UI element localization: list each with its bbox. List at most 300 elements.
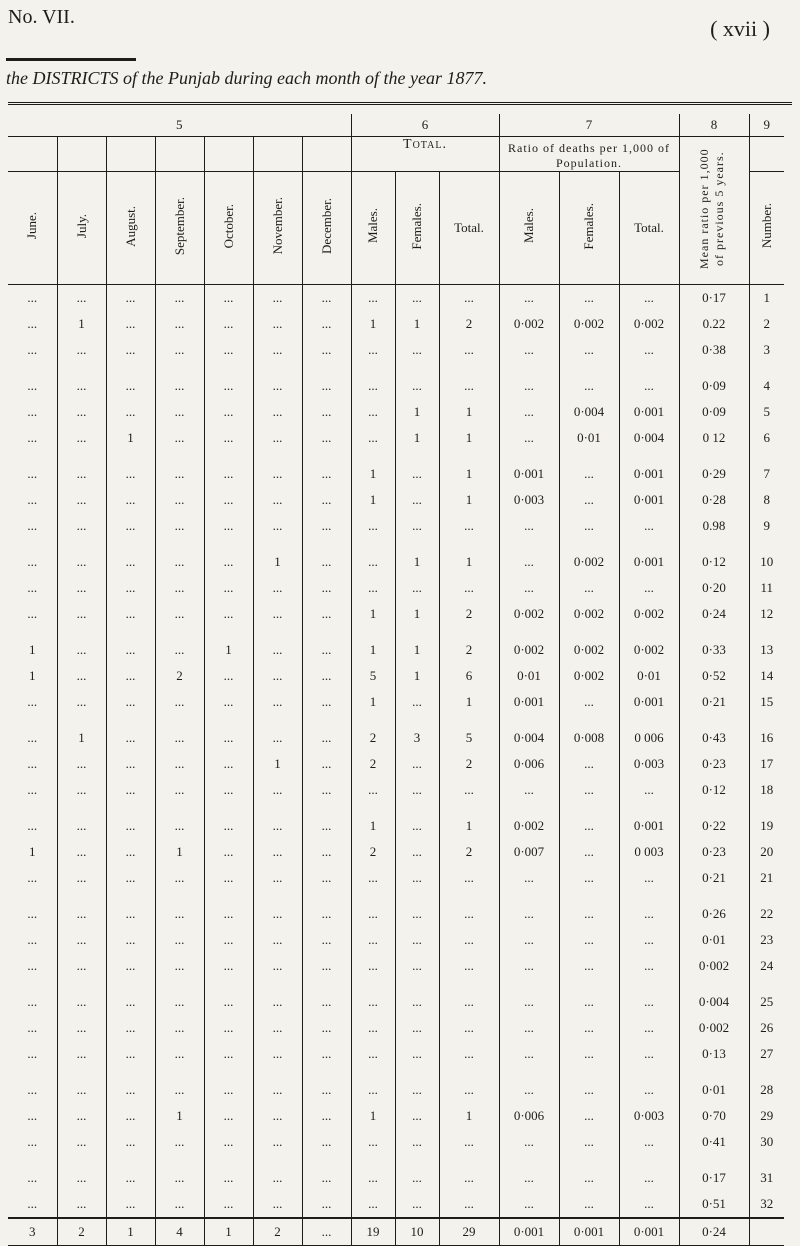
table-cell: ... [619,373,679,399]
table-cell: 1 [8,839,57,865]
section-number: 6 [351,114,499,137]
table-cell: ... [155,513,204,539]
table-cell: 0·70 [679,1103,749,1129]
table-cell: ... [106,901,155,927]
table-cell: 0·22 [679,813,749,839]
table-cell: 1 [155,839,204,865]
table-cell: ... [57,1191,106,1218]
table-cell: 0·01 [679,1077,749,1103]
table-cell: ... [559,461,619,487]
table-cell: ... [204,1077,253,1103]
table-cell: ... [253,399,302,425]
table-row [8,777,784,803]
totals-row [8,1218,784,1246]
table-cell: ... [351,1015,395,1041]
table-cell: ... [204,285,253,312]
table-cell: 0·002 [559,637,619,663]
table-cell: ... [106,513,155,539]
table-cell: 0·001 [619,399,679,425]
table-cell: 16 [760,730,774,745]
table-cell: ... [204,549,253,575]
table-cell: ... [155,549,204,575]
table-row [8,989,784,1015]
table-cell: ... [559,1041,619,1067]
table-cell: ... [57,601,106,627]
table-cell: ... [559,1165,619,1191]
table-cell: ... [204,865,253,891]
col-ratio-total: Total. [619,172,679,285]
table-cell: ... [204,927,253,953]
table-cell: ... [8,751,57,777]
table-cell: ... [302,751,351,777]
table-cell: ... [8,777,57,803]
table-cell: ... [8,901,57,927]
table-cell: ... [619,337,679,363]
table-cell: ... [155,337,204,363]
table-cell: 2 [155,663,204,689]
table-cell: ... [499,901,559,927]
table-cell: 3 [395,725,439,751]
table-cell: ... [499,549,559,575]
table-cell: ... [395,461,439,487]
table-cell: ... [8,813,57,839]
table-cell: ... [253,461,302,487]
table-cell: ... [204,601,253,627]
table-cell: 15 [760,694,774,709]
table-cell: ... [395,1129,439,1155]
table-cell: ... [302,663,351,689]
table-cell: ... [57,1041,106,1067]
table-cell: ... [619,989,679,1015]
table-row [8,1015,784,1041]
table-row [8,725,784,751]
table-cell: ... [57,637,106,663]
table-cell: ... [559,285,619,312]
table-cell: ... [302,689,351,715]
table-cell: ... [619,1129,679,1155]
table-cell: 1 [351,311,395,337]
table-cell: ... [351,285,395,312]
table-cell: 0·003 [619,751,679,777]
table-cell: ... [204,461,253,487]
table-row [8,839,784,865]
col-december: December. [318,198,334,254]
table-cell: 1 [351,689,395,715]
table-cell: ... [395,813,439,839]
row-spacer [8,979,784,989]
table-cell: ... [351,337,395,363]
table-cell: ... [559,953,619,979]
table-cell: ... [106,285,155,312]
row-spacer [8,803,784,813]
table-cell: ... [204,373,253,399]
table-cell: ... [155,285,204,312]
table-cell: ... [619,953,679,979]
table-cell: ... [499,953,559,979]
table-cell: ... [351,989,395,1015]
table-cell: ... [155,487,204,513]
table-cell: 0·26 [679,901,749,927]
table-row [8,337,784,363]
table-cell: ... [395,285,439,312]
table-cell: 0·004 [499,725,559,751]
table-cell: ... [204,689,253,715]
table-cell: ... [559,513,619,539]
table-cell: 0·008 [559,725,619,751]
table-cell: ... [351,953,395,979]
table-cell: 0·002 [619,311,679,337]
total-cell: 0·001 [559,1218,619,1246]
table-cell: 0·003 [499,487,559,513]
table-cell: ... [439,1015,499,1041]
table-cell: 1 [351,813,395,839]
table-cell: 1 [155,1103,204,1129]
total-cell: 4 [155,1218,204,1246]
table-cell: ... [8,337,57,363]
table-cell: ... [155,777,204,803]
table-cell: 1 [439,425,499,451]
table-cell: 2 [439,601,499,627]
table-cell: 0·24 [679,601,749,627]
table-cell: ... [106,1129,155,1155]
table-cell: ... [302,487,351,513]
table-cell: ... [253,813,302,839]
table-cell: ... [559,689,619,715]
table-cell: 24 [760,958,774,973]
table-cell: ... [106,865,155,891]
table-cell: ... [253,839,302,865]
table-cell: ... [155,575,204,601]
table-cell: 1 [439,549,499,575]
group-header-row [8,137,784,172]
section-number-row [8,114,784,137]
table-cell: 21 [760,870,774,885]
table-cell: ... [57,989,106,1015]
table-cell: 0·38 [679,337,749,363]
table-cell: 1 [395,601,439,627]
table-cell: ... [155,927,204,953]
table-row [8,1191,784,1218]
table-cell: 0·001 [619,813,679,839]
table-cell: 0·004 [679,989,749,1015]
table-cell: 0·002 [499,311,559,337]
table-cell: ... [106,689,155,715]
table-cell: 6 [763,430,770,445]
table-cell: ... [204,839,253,865]
table-cell: ... [57,865,106,891]
table-cell: ... [57,777,106,803]
table-cell: ... [499,1165,559,1191]
table-cell: ... [106,373,155,399]
table-cell: 1 [439,1103,499,1129]
table-cell: ... [499,285,559,312]
table-cell: ... [499,989,559,1015]
table-cell: ... [499,513,559,539]
table-cell: 0·002 [559,601,619,627]
table-cell: 9 [763,518,770,533]
table-cell: 13 [760,642,774,657]
table-cell: ... [439,1077,499,1103]
table-cell: ... [351,1077,395,1103]
table-cell: 0·006 [499,1103,559,1129]
table-cell: ... [395,513,439,539]
table-cell: 19 [760,818,774,833]
table-cell: 0·23 [679,751,749,777]
table-cell: 0·002 [559,663,619,689]
table-cell: 11 [760,580,774,595]
table-cell: ... [351,1129,395,1155]
table-cell: 7 [763,466,770,481]
table-cell: ... [302,637,351,663]
table-cell: ... [57,513,106,539]
table-cell: ... [253,601,302,627]
table-row [8,663,784,689]
table-cell: ... [8,725,57,751]
table-cell: ... [155,425,204,451]
table-cell: ... [559,839,619,865]
table-cell: 5 [763,404,770,419]
table-cell: 0.98 [679,513,749,539]
table-cell: ... [559,901,619,927]
table-row [8,637,784,663]
table-cell: ... [253,373,302,399]
table-cell: ... [57,461,106,487]
table-row [8,1165,784,1191]
table-cell: 3 [763,342,770,357]
table-cell: ... [155,689,204,715]
table-cell: ... [619,1015,679,1041]
table-cell: ... [395,1165,439,1191]
table-cell: ... [439,337,499,363]
table-cell: ... [499,1015,559,1041]
table-cell: 1 [395,425,439,451]
table-cell: ... [499,865,559,891]
table-cell: ... [302,1015,351,1041]
table-cell: ... [439,953,499,979]
table-cell: 0·001 [619,689,679,715]
table-cell: ... [204,575,253,601]
table-cell: ... [57,839,106,865]
table-cell: ... [302,1077,351,1103]
total-cell: 0·001 [619,1218,679,1246]
page-number: ( xvii ) [710,16,770,41]
table-cell: ... [395,1077,439,1103]
table-cell: ... [351,373,395,399]
table-cell: ... [155,1041,204,1067]
table-cell: ... [351,1041,395,1067]
table-cell: ... [439,865,499,891]
table-cell: ... [351,399,395,425]
table-cell: 1 [351,461,395,487]
table-cell: ... [204,751,253,777]
row-spacer [8,627,784,637]
table-cell: ... [559,575,619,601]
table-cell: ... [106,601,155,627]
table-cell: ... [302,1191,351,1218]
table-cell: ... [302,425,351,451]
total-cell: 29 [439,1218,499,1246]
table-cell: ... [395,927,439,953]
table-cell: ... [619,285,679,312]
table-cell: ... [619,865,679,891]
table-cell: ... [619,1165,679,1191]
table-cell: 25 [760,994,774,1009]
table-cell: 0·52 [679,663,749,689]
table-cell: 6 [439,663,499,689]
table-cell: 0·01 [499,663,559,689]
table-cell: ... [395,575,439,601]
col-september: September. [171,196,187,256]
table-cell: ... [57,953,106,979]
table-cell: ... [302,549,351,575]
table-cell: 0·29 [679,461,749,487]
table-cell: ... [57,575,106,601]
col-number: Number. [758,203,774,249]
table-cell: ... [204,337,253,363]
header-rule [6,58,136,61]
table-cell: ... [155,901,204,927]
table-cell: ... [619,777,679,803]
table-cell: ... [253,725,302,751]
table-cell: ... [106,725,155,751]
table-cell: ... [8,1191,57,1218]
table-cell: ... [204,725,253,751]
row-spacer [8,1155,784,1165]
table-cell: 2 [763,316,770,331]
table-cell: 0·23 [679,839,749,865]
table-cell: ... [439,1165,499,1191]
table-cell: ... [57,751,106,777]
table-cell: ... [155,813,204,839]
table-number: No. VII. [8,6,75,28]
table-cell: ... [253,927,302,953]
table-cell: ... [106,399,155,425]
table-cell: 18 [760,782,774,797]
table-cell: 1 [57,311,106,337]
table-cell: ... [395,373,439,399]
table-cell: 1 [351,1103,395,1129]
table-cell: ... [302,601,351,627]
table-cell: 1 [253,549,302,575]
table-cell: ... [253,487,302,513]
table-cell: 0·12 [679,777,749,803]
col-october: October. [220,203,236,249]
total-cell [749,1218,784,1246]
table-cell: 1 [351,601,395,627]
table-cell: ... [302,285,351,312]
table-cell: ... [499,927,559,953]
table-row [8,1077,784,1103]
table-cell: ... [57,901,106,927]
table-cell: ... [106,1077,155,1103]
row-spacer [8,539,784,549]
table-cell: ... [253,1129,302,1155]
table-cell: ... [395,1103,439,1129]
table-row [8,601,784,627]
table-cell: ... [619,927,679,953]
table-cell: 0.22 [679,311,749,337]
table-cell: 0·002 [619,637,679,663]
table-cell: 0·002 [559,549,619,575]
table-cell: ... [8,373,57,399]
table-cell: ... [302,839,351,865]
table-cell: ... [106,663,155,689]
table-cell: ... [351,549,395,575]
row-spacer [8,451,784,461]
table-cell: 0 12 [679,425,749,451]
table-cell: 2 [439,637,499,663]
table-cell: ... [302,1165,351,1191]
table-cell: ... [253,285,302,312]
table-cell: ... [439,1191,499,1218]
table-cell: 1 [351,487,395,513]
total-cell: 1 [106,1218,155,1246]
table-cell: ... [8,513,57,539]
table-cell: ... [619,1041,679,1067]
table-cell: ... [8,1165,57,1191]
table-cell: 0·01 [559,425,619,451]
table-cell: ... [395,487,439,513]
table-cell: ... [439,1041,499,1067]
table-cell: 1 [8,663,57,689]
table-cell: ... [619,1191,679,1218]
table-cell: ... [351,513,395,539]
table-cell: ... [302,865,351,891]
table-cell: ... [8,989,57,1015]
table-cell: ... [204,901,253,927]
table-cell: ... [204,487,253,513]
table-cell: ... [204,813,253,839]
table-cell: 1 [8,637,57,663]
table-cell: ... [619,1077,679,1103]
table-cell: ... [8,927,57,953]
table-cell: ... [8,1103,57,1129]
table-cell: ... [439,373,499,399]
col-july: July. [73,213,89,239]
table-cell: ... [499,1077,559,1103]
table-cell: 0·002 [619,601,679,627]
table-cell: 12 [760,606,774,621]
table-cell: ... [499,425,559,451]
table-row [8,865,784,891]
table-cell: ... [8,285,57,312]
table-cell: ... [204,1015,253,1041]
table-row [8,285,784,312]
table-cell: 23 [760,932,774,947]
row-spacer [8,891,784,901]
table-cell: ... [439,777,499,803]
table-cell: ... [106,1041,155,1067]
table-cell: ... [106,839,155,865]
table-cell: 0·007 [499,839,559,865]
table-cell: ... [439,575,499,601]
table-cell: ... [155,311,204,337]
row-spacer [8,715,784,725]
table-cell: 0·17 [679,1165,749,1191]
table-cell: ... [204,663,253,689]
table-cell: 1 [351,637,395,663]
table-cell: 2 [439,839,499,865]
table-cell: ... [204,1041,253,1067]
table-cell: ... [395,337,439,363]
table-cell: ... [302,813,351,839]
table-cell: ... [302,989,351,1015]
table-cell: ... [204,953,253,979]
table-cell: ... [155,1015,204,1041]
table-cell: ... [395,989,439,1015]
table-cell: ... [559,777,619,803]
table-cell: ... [106,549,155,575]
